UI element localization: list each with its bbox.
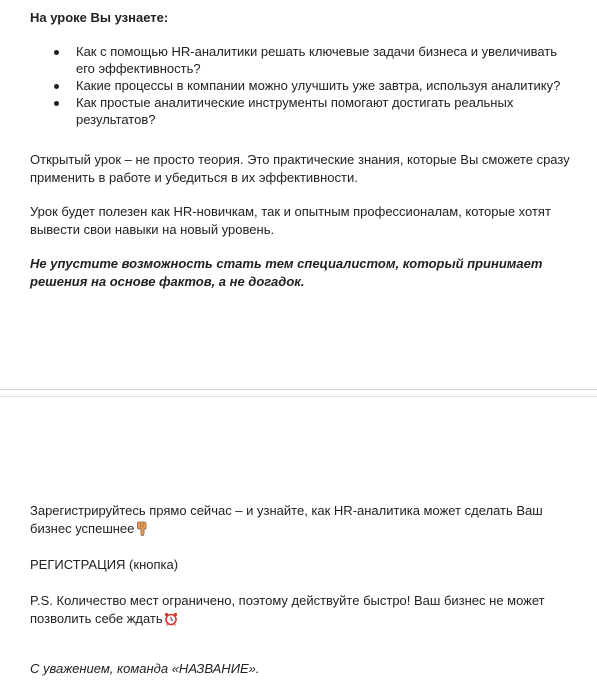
page-break-divider (0, 389, 597, 390)
benefits-list (30, 43, 575, 128)
list-item (30, 77, 575, 94)
register-button-placeholder[interactable]: РЕГИСТРАЦИЯ (кнопка) (30, 557, 179, 572)
list-item (30, 94, 575, 128)
pointing-down-hand-icon (135, 521, 149, 541)
page-break-divider-shadow (0, 396, 597, 397)
open-lesson-paragraph: Открытый урок – не просто теория. Это практические знания, которые Вы сможете сразу применить в работе и убедиться в их эффективности. (30, 152, 570, 185)
signature: С уважением, команда «НАЗВАНИЕ». (30, 661, 260, 676)
register-call-paragraph (30, 502, 575, 541)
list-item (30, 43, 575, 77)
list-item-text: Какие процессы в компании можно улучшить уже завтра, используя аналитику? (76, 78, 561, 93)
bullet-icon (54, 84, 59, 89)
emphasis-paragraph: Не упустите возможность стать тем специалистом, который принимает решения на основе фактов, а не догадок. (30, 256, 543, 289)
target-audience-paragraph: Урок будет полезен как HR-новичкам, так и опытным профессионалам, которые хотят вывести свои навыки на новый уровень. (30, 204, 551, 237)
postscript-text: P.S. Количество мест ограничено, поэтому действуйте быстро! Ваш бизнес не может позволить себе ждать (30, 593, 545, 626)
section-heading: На уроке Вы узнаете: (30, 10, 169, 25)
bullet-icon (54, 50, 59, 55)
bullet-icon (54, 101, 59, 106)
list-item-text: Как с помощью HR-аналитики решать ключевые задачи бизнеса и увеличивать его эффективность? (76, 44, 558, 76)
register-call-text: Зарегистрируйтесь прямо сейчас – и узнайте, как HR-аналитика может сделать Ваш бизнес успешнее (30, 503, 543, 536)
list-item-text: Как простые аналитические инструменты помогают достигать реальных результатов? (76, 95, 514, 127)
postscript-paragraph (30, 592, 575, 631)
alarm-clock-icon (164, 612, 178, 631)
